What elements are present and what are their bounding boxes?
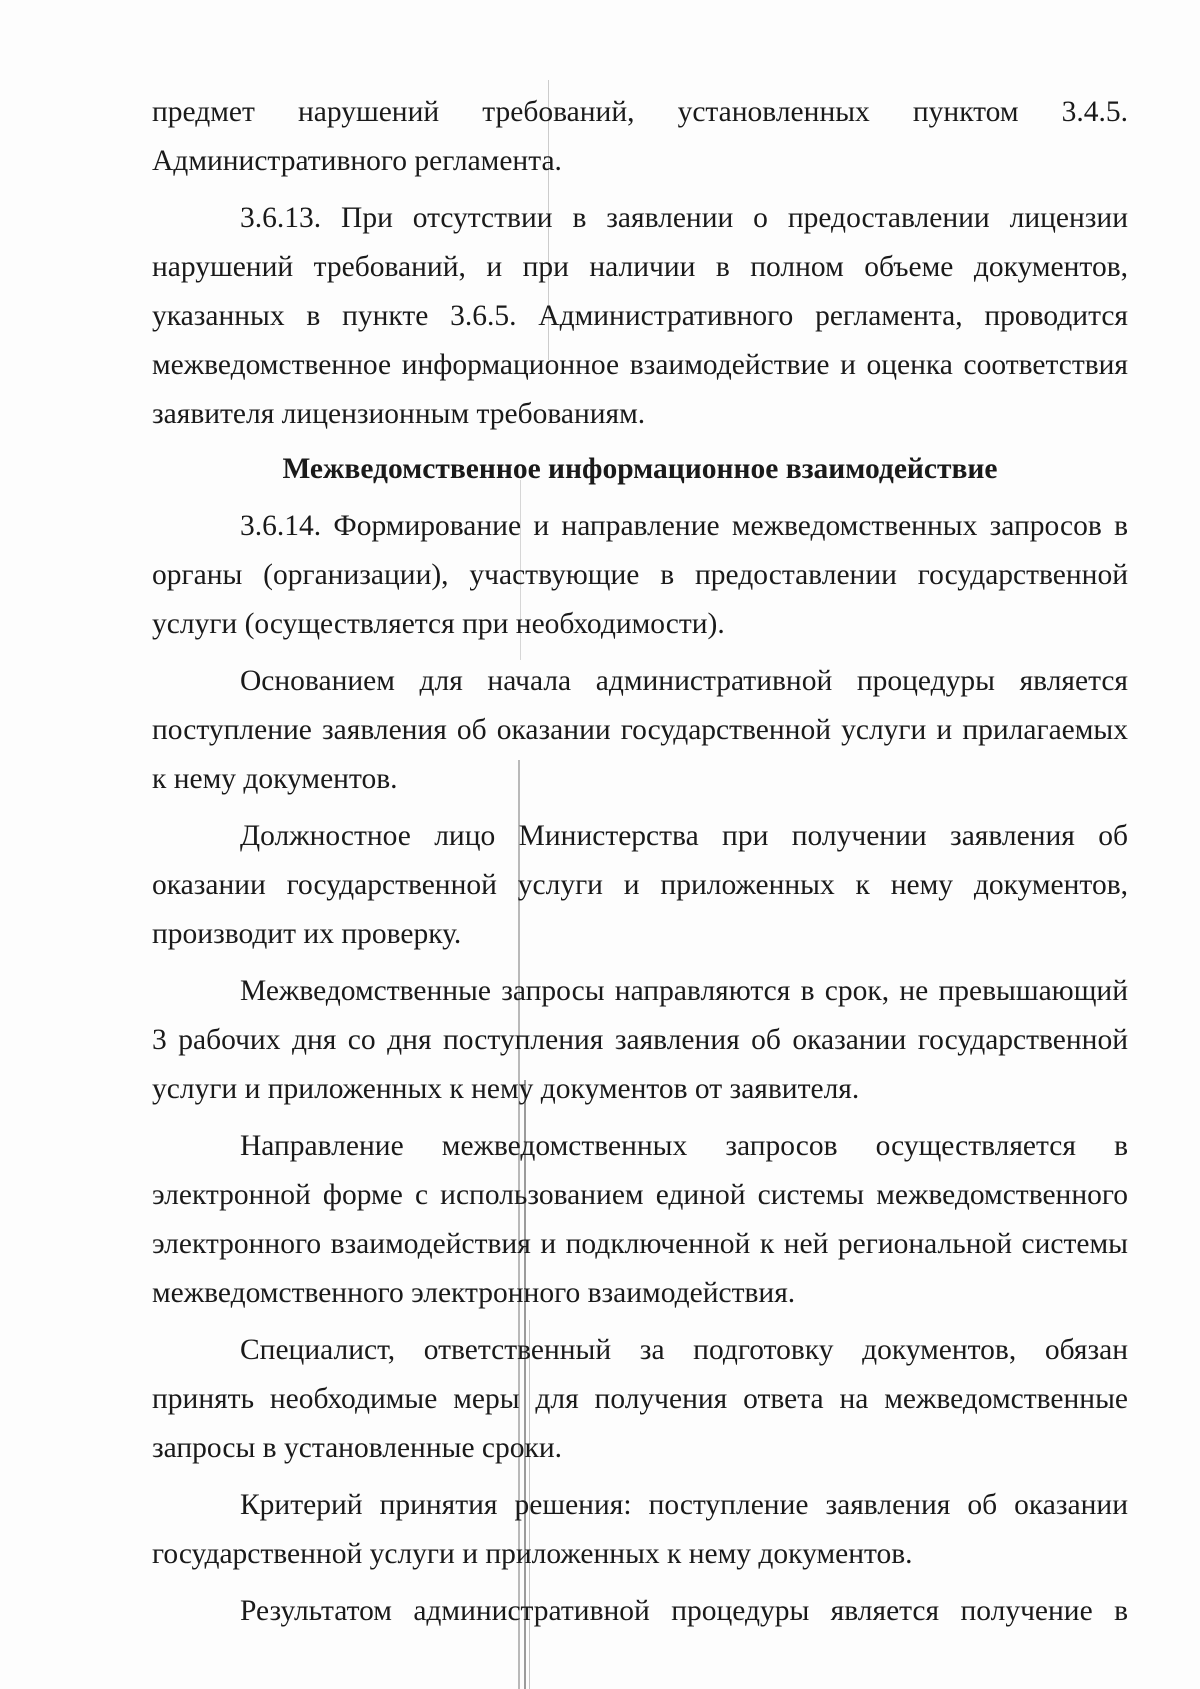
paragraph-3-6-13: 3.6.13. При отсутствии в заявлении о предоставлении лицензии нарушений требований, и при наличии в полном объеме документов, указанных в пункте 3.6.5. Административного регламента, проводится межведомственное информационное взаимодействие и оценка соответствия заявителя лицензионным требованиям. bbox=[152, 202, 1128, 430]
paragraph-electronic: Направление межведомственных запросов осуществляется в электронной форме с использованием единой системы межведомственного электронного взаимодействия и подключенной к ней региональной системы межведомственного электронного взаимодействия. bbox=[152, 1130, 1128, 1309]
paragraph-result: Результатом административной процедуры является получение в bbox=[240, 1595, 1128, 1627]
paragraph-3-6-14: 3.6.14. Формирование и направление межведомственных запросов в органы (организации), участвующие в предоставлении государственной услуги (осуществляется при необходимости). bbox=[152, 510, 1128, 640]
paragraph-continuation: предмет нарушений требований, установленных пунктом 3.4.5. Административного регламента. bbox=[152, 96, 1128, 177]
paragraph-official: Должностное лицо Министерства при получении заявления об оказании государственной услуги и приложенных к нему документов, производит их проверку. bbox=[152, 820, 1128, 950]
paragraph-criterion: Критерий принятия решения: поступление заявления об оказании государственной услуги и приложенных к нему документов. bbox=[152, 1489, 1128, 1570]
document-body bbox=[152, 88, 1128, 1636]
paragraph-specialist: Специалист, ответственный за подготовку документов, обязан принять необходимые меры для получения ответа на межведомственные запросы в установленные сроки. bbox=[152, 1334, 1128, 1464]
paragraph-deadline: Межведомственные запросы направляются в срок, не превышающий 3 рабочих дня со дня поступления заявления об оказании государственной услуги и приложенных к нему документов от заявителя. bbox=[152, 975, 1128, 1105]
paragraph-basis: Основанием для начала административной процедуры является поступление заявления об оказании государственной услуги и прилагаемых к нему документов. bbox=[152, 665, 1128, 795]
section-heading: Межведомственное информационное взаимодействие bbox=[282, 453, 998, 485]
